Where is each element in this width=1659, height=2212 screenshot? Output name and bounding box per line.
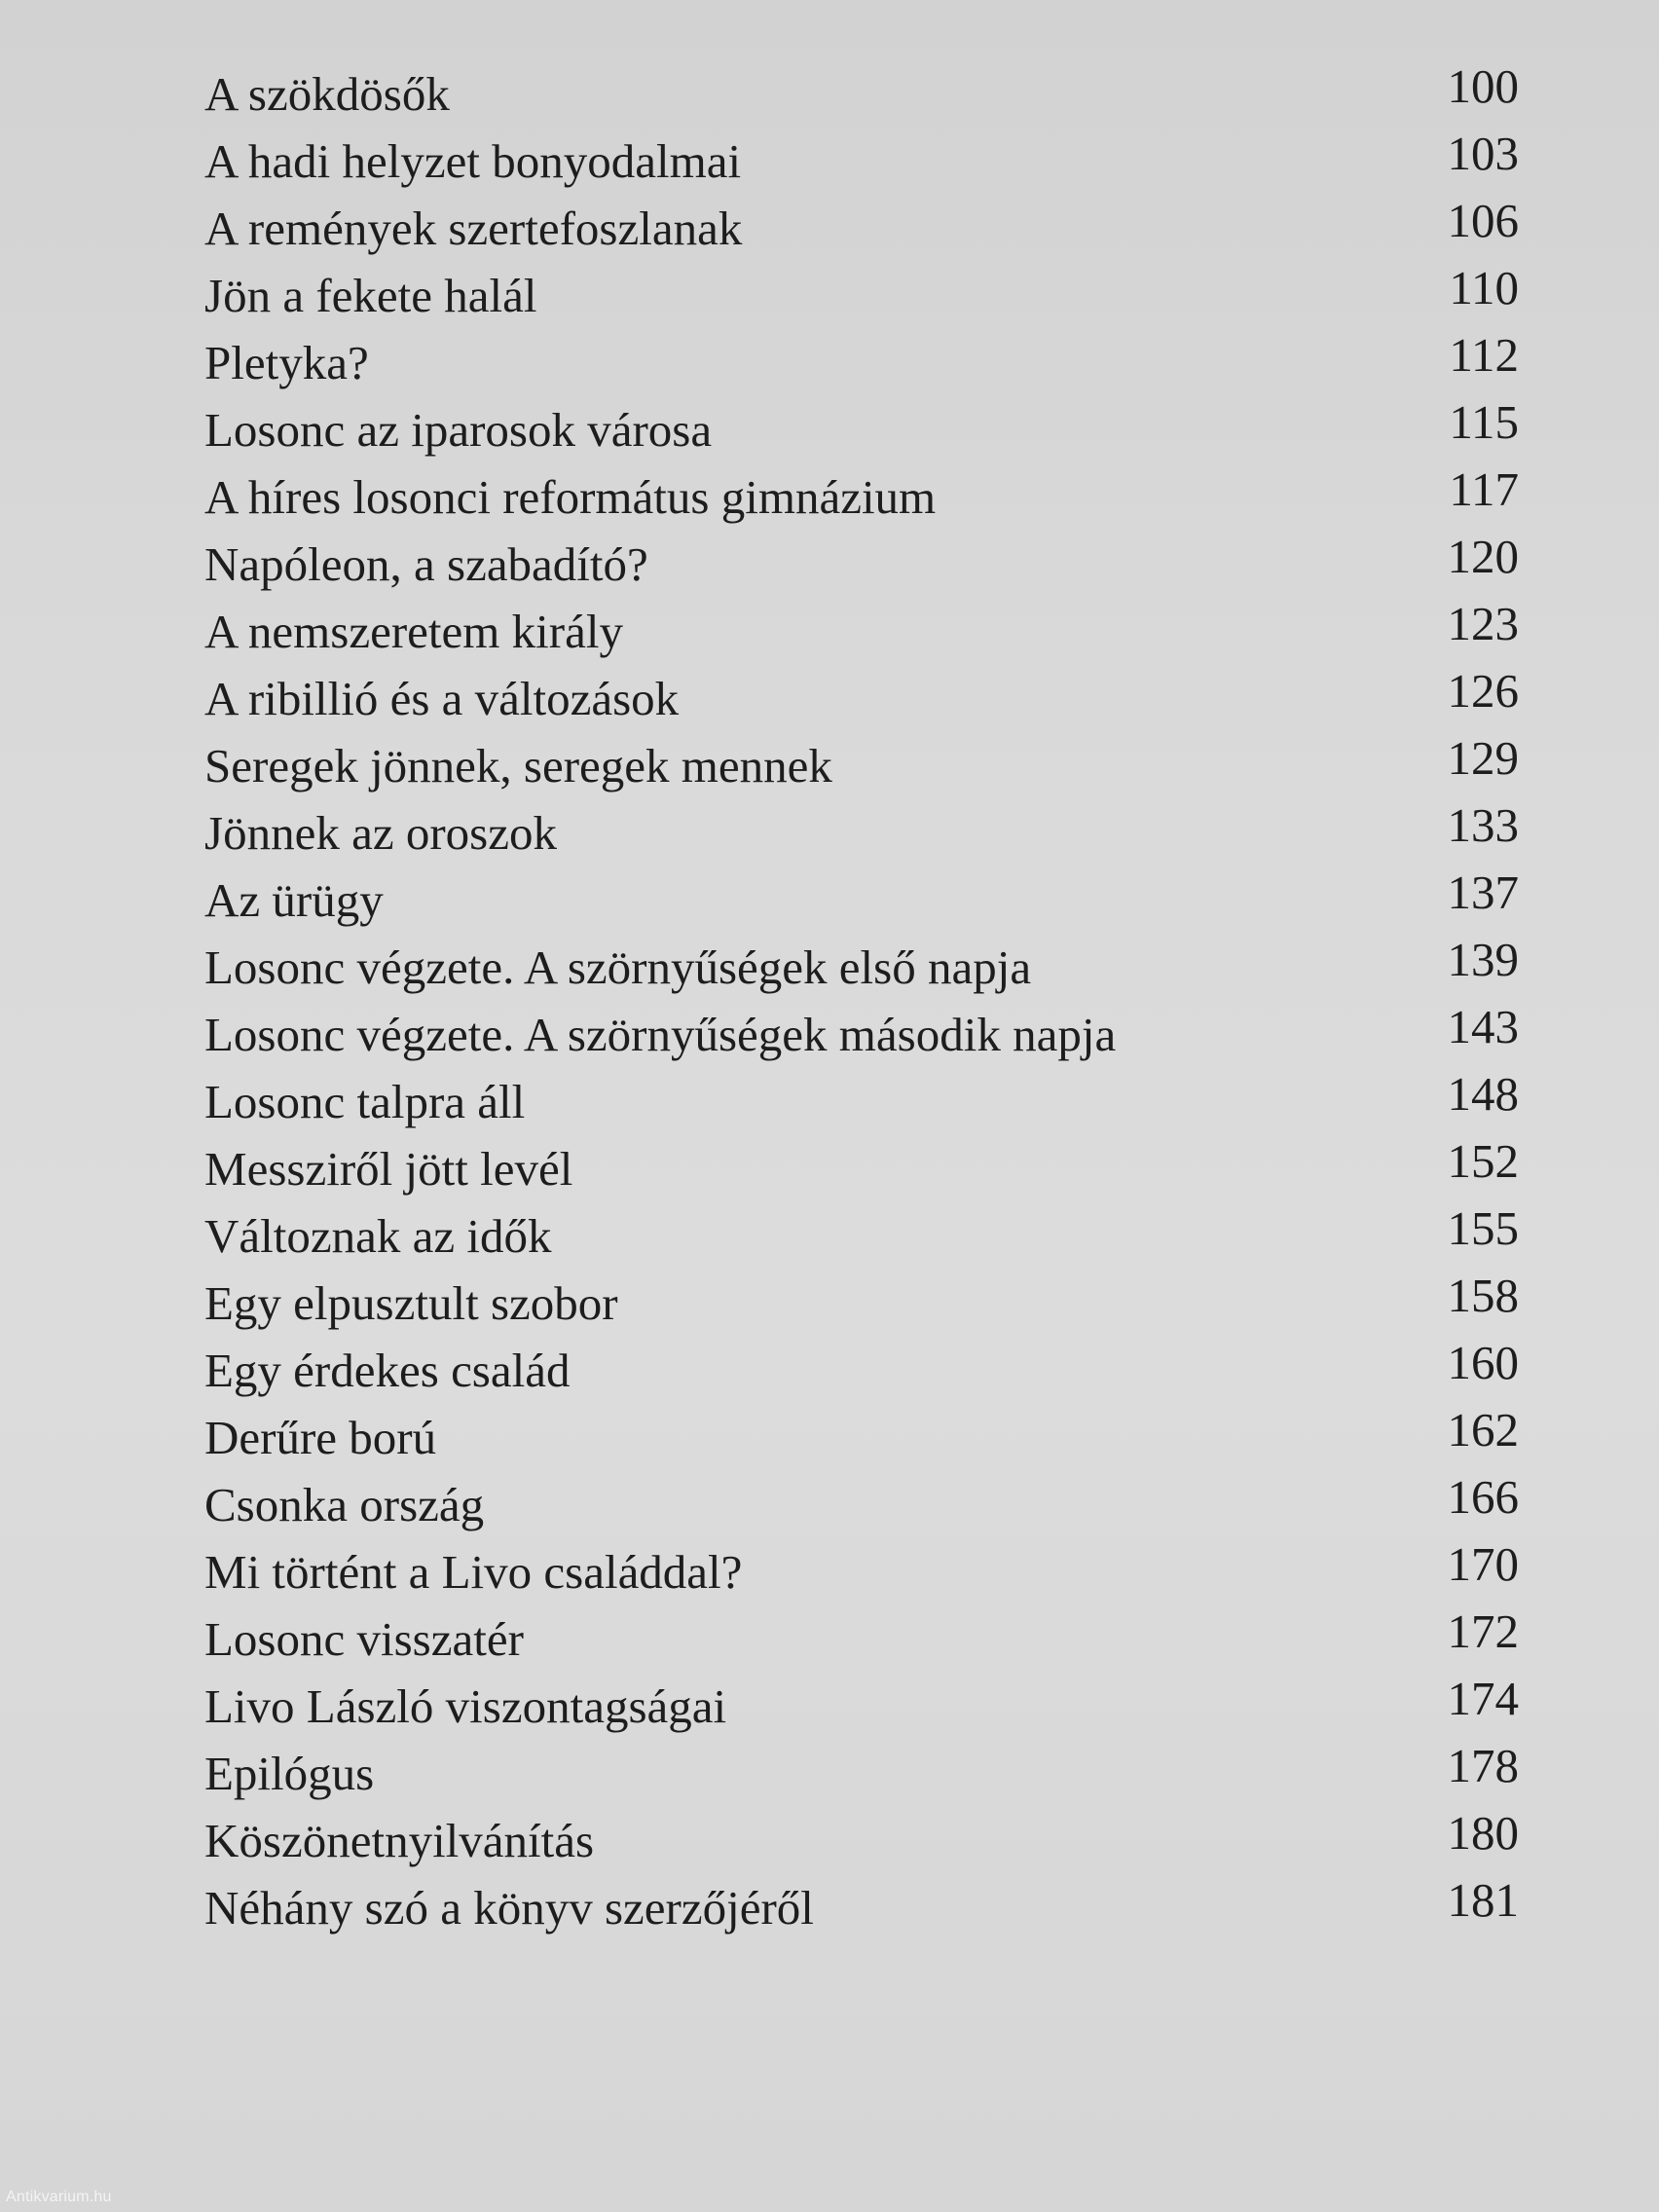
toc-entry-page-number: 139 — [1447, 933, 1519, 986]
toc-entry-page-number: 137 — [1447, 866, 1519, 919]
toc-entry — [204, 1404, 1519, 1471]
toc-entry-page-number: 158 — [1447, 1269, 1519, 1322]
toc-entry-title: Messziről jött levél — [204, 1142, 573, 1196]
toc-entry — [204, 732, 1519, 799]
toc-entry-title: A szökdösők — [204, 67, 450, 121]
toc-entry — [204, 531, 1519, 598]
toc-entry-title: Losonc végzete. A szörnyűségek első napja — [204, 940, 1032, 994]
toc-entry-title: A nemszeretem király — [204, 605, 623, 658]
toc-entry — [204, 1673, 1519, 1740]
toc-entry — [204, 1068, 1519, 1135]
toc-entry-page-number: 172 — [1447, 1604, 1519, 1658]
toc-entry-page-number: 155 — [1447, 1201, 1519, 1255]
toc-entry-page-number: 160 — [1447, 1336, 1519, 1389]
toc-entry — [204, 1740, 1519, 1807]
toc-entry — [204, 598, 1519, 665]
toc-entry-title: Seregek jönnek, seregek mennek — [204, 739, 832, 793]
toc-entry-page-number: 117 — [1449, 462, 1519, 516]
toc-entry-page-number: 152 — [1447, 1134, 1519, 1188]
toc-entry — [204, 1337, 1519, 1404]
toc-entry — [204, 1001, 1519, 1068]
toc-entry-title: Köszönetnyilvánítás — [204, 1814, 595, 1867]
toc-entry-page-number: 112 — [1449, 328, 1519, 382]
toc-entry — [204, 1874, 1519, 1941]
toc-entry — [204, 1807, 1519, 1874]
toc-entry-page-number: 170 — [1447, 1537, 1519, 1591]
toc-entry — [204, 934, 1519, 1001]
toc-entry-title: Egy érdekes család — [204, 1344, 571, 1397]
toc-entry-page-number: 100 — [1447, 59, 1519, 113]
toc-entry-title: Mi történt a Livo családdal? — [204, 1545, 743, 1599]
toc-entry — [204, 665, 1519, 732]
toc-entry — [204, 195, 1519, 262]
toc-entry — [204, 1270, 1519, 1337]
toc-entry-page-number: 106 — [1447, 194, 1519, 247]
toc-entry-title: A híres losonci református gimnázium — [204, 470, 937, 524]
toc-entry-title: Néhány szó a könyv szerzőjéről — [204, 1881, 814, 1935]
toc-entry-page-number: 180 — [1447, 1806, 1519, 1860]
toc-entry-title: Pletyka? — [204, 336, 369, 389]
toc-entry-title: A remények szertefoszlanak — [204, 202, 743, 255]
toc-entry-title: Napóleon, a szabadító? — [204, 537, 648, 591]
toc-entry — [204, 262, 1519, 329]
toc-entry — [204, 60, 1519, 128]
toc-entry — [204, 1538, 1519, 1605]
toc-entry-page-number: 129 — [1447, 731, 1519, 785]
toc-entry-title: Losonc az iparosok városa — [204, 403, 713, 457]
toc-entry — [204, 866, 1519, 934]
toc-entry-page-number: 115 — [1449, 395, 1519, 449]
toc-entry-page-number: 103 — [1447, 127, 1519, 180]
toc-entry-page-number: 126 — [1447, 664, 1519, 718]
toc-entry-page-number: 148 — [1447, 1067, 1519, 1121]
watermark: Antikvarium.hu — [6, 2189, 112, 2205]
toc-entry-page-number: 178 — [1447, 1739, 1519, 1792]
toc-entry-page-number: 174 — [1447, 1672, 1519, 1725]
toc-entry-page-number: 181 — [1447, 1873, 1519, 1927]
toc-entry-page-number: 166 — [1447, 1470, 1519, 1524]
toc-entry — [204, 396, 1519, 463]
toc-entry-title: Csonka ország — [204, 1478, 485, 1531]
toc-entry — [204, 1202, 1519, 1270]
toc-entry — [204, 1135, 1519, 1202]
toc-entry-title: Losonc visszatér — [204, 1612, 524, 1666]
toc-entry-title: Epilógus — [204, 1747, 375, 1800]
toc-entry-title: A hadi helyzet bonyodalmai — [204, 134, 742, 188]
toc-entry-title: A ribillió és a változások — [204, 672, 680, 725]
toc-entry — [204, 463, 1519, 531]
toc-entry — [204, 329, 1519, 396]
table-of-contents — [204, 60, 1519, 1941]
toc-entry — [204, 1605, 1519, 1673]
toc-entry-title: Egy elpusztult szobor — [204, 1276, 618, 1330]
toc-entry — [204, 128, 1519, 195]
toc-entry-title: Losonc talpra áll — [204, 1075, 526, 1128]
toc-entry-page-number: 133 — [1447, 798, 1519, 852]
toc-entry-title: Derűre ború — [204, 1411, 437, 1464]
toc-entry-title: Jön a fekete halál — [204, 269, 537, 322]
toc-entry-title: Livo László viszontagságai — [204, 1679, 727, 1733]
toc-entry-title: Változnak az idők — [204, 1209, 552, 1263]
toc-entry-title: Az ürügy — [204, 873, 384, 927]
toc-entry-title: Losonc végzete. A szörnyűségek második napja — [204, 1008, 1117, 1061]
toc-entry-title: Jönnek az oroszok — [204, 806, 557, 860]
toc-entry-page-number: 143 — [1447, 1000, 1519, 1053]
toc-entry — [204, 799, 1519, 866]
toc-entry — [204, 1471, 1519, 1538]
toc-entry-page-number: 123 — [1447, 597, 1519, 650]
toc-entry-page-number: 162 — [1447, 1403, 1519, 1456]
toc-entry-page-number: 110 — [1449, 261, 1519, 314]
toc-entry-page-number: 120 — [1447, 530, 1519, 583]
